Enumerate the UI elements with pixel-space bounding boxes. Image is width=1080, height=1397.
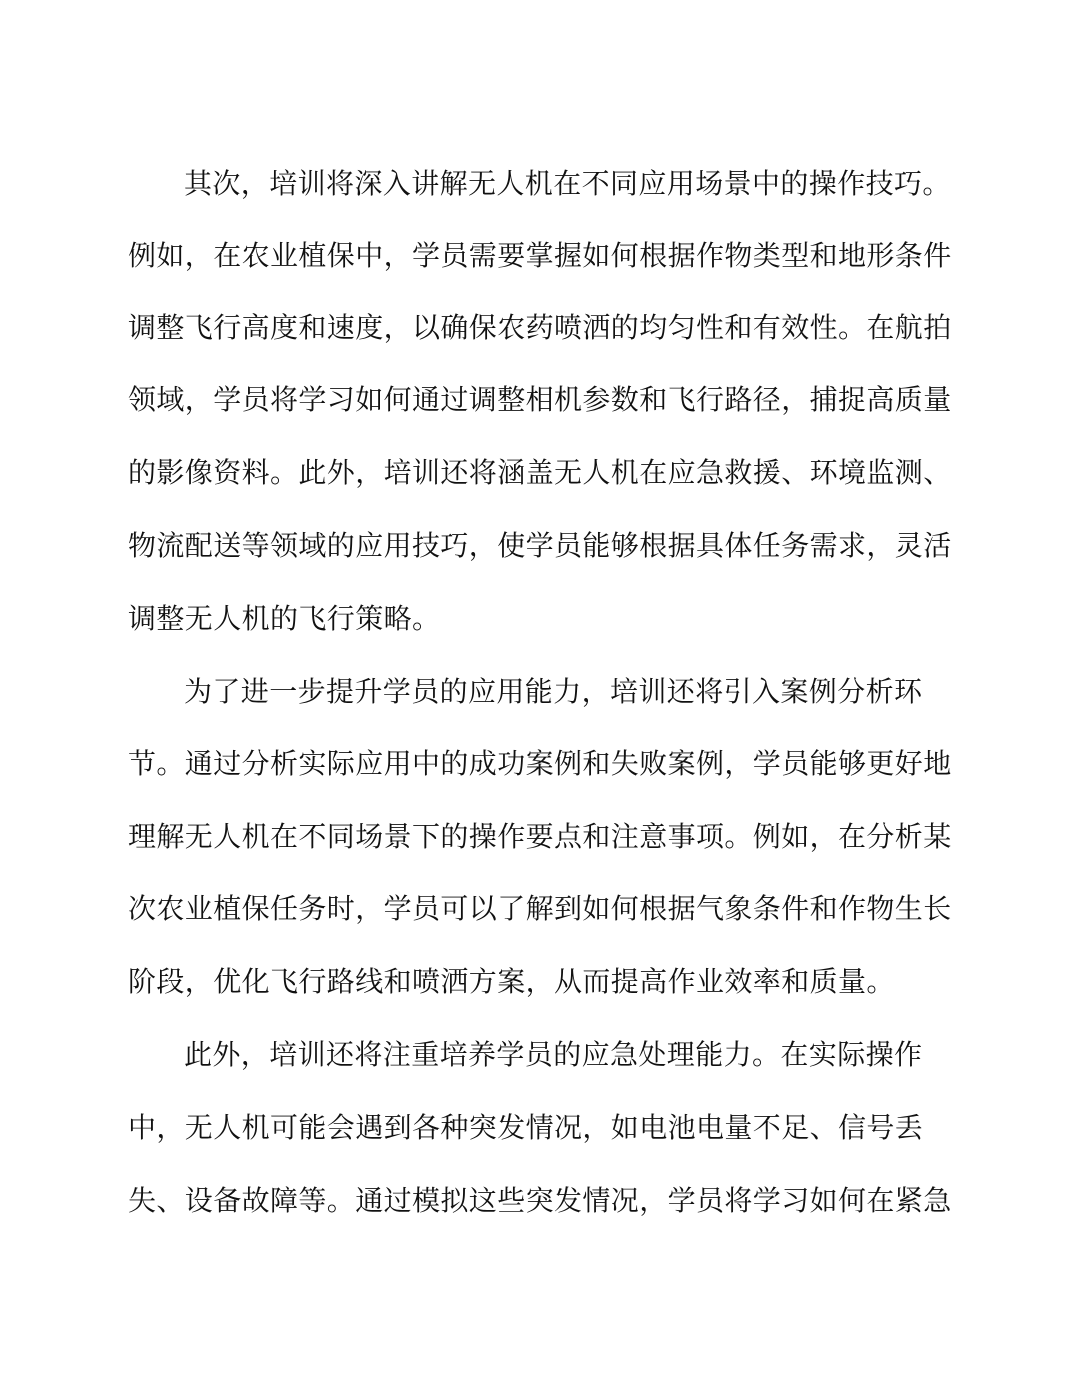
paragraph-1-line-1: 其次，培训将深入讲解无人机在不同应用场景中的操作技巧。	[184, 167, 951, 200]
paragraph-3-line-2: 中，无人机可能会遇到各种突发情况，如电池电量不足、信号丢	[128, 1111, 924, 1144]
paragraph-1-line-4: 领域，学员将学习如何通过调整相机参数和飞行路径，捕捉高质量	[128, 383, 952, 416]
paragraph-2-line-3: 理解无人机在不同场景下的操作要点和注意事项。例如，在分析某	[128, 820, 952, 853]
paragraph-2-line-2: 节。通过分析实际应用中的成功案例和失败案例，学员能够更好地	[128, 747, 952, 780]
paragraph-1-line-2: 例如，在农业植保中，学员需要掌握如何根据作物类型和地形条件	[128, 239, 952, 272]
paragraph-2-line-5: 阶段，优化飞行路线和喷洒方案，从而提高作业效率和质量。	[128, 965, 895, 998]
paragraph-2-line-4: 次农业植保任务时，学员可以了解到如何根据气象条件和作物生长	[128, 892, 952, 925]
paragraph-1-line-6: 物流配送等领域的应用技巧，使学员能够根据具体任务需求，灵活	[128, 529, 952, 562]
paragraph-3-line-1: 此外，培训还将注重培养学员的应急处理能力。在实际操作	[184, 1038, 923, 1071]
paragraph-1-line-3: 调整飞行高度和速度，以确保农药喷洒的均匀性和有效性。在航拍	[128, 311, 952, 344]
paragraph-1-line-7: 调整无人机的飞行策略。	[128, 602, 441, 635]
paragraph-1-line-5: 的影像资料。此外，培训还将涵盖无人机在应急救援、环境监测、	[128, 456, 952, 489]
paragraph-3-line-3: 失、设备故障等。通过模拟这些突发情况，学员将学习如何在紧急	[128, 1184, 952, 1217]
paragraph-2-line-1: 为了进一步提升学员的应用能力，培训还将引入案例分析环	[184, 675, 923, 708]
